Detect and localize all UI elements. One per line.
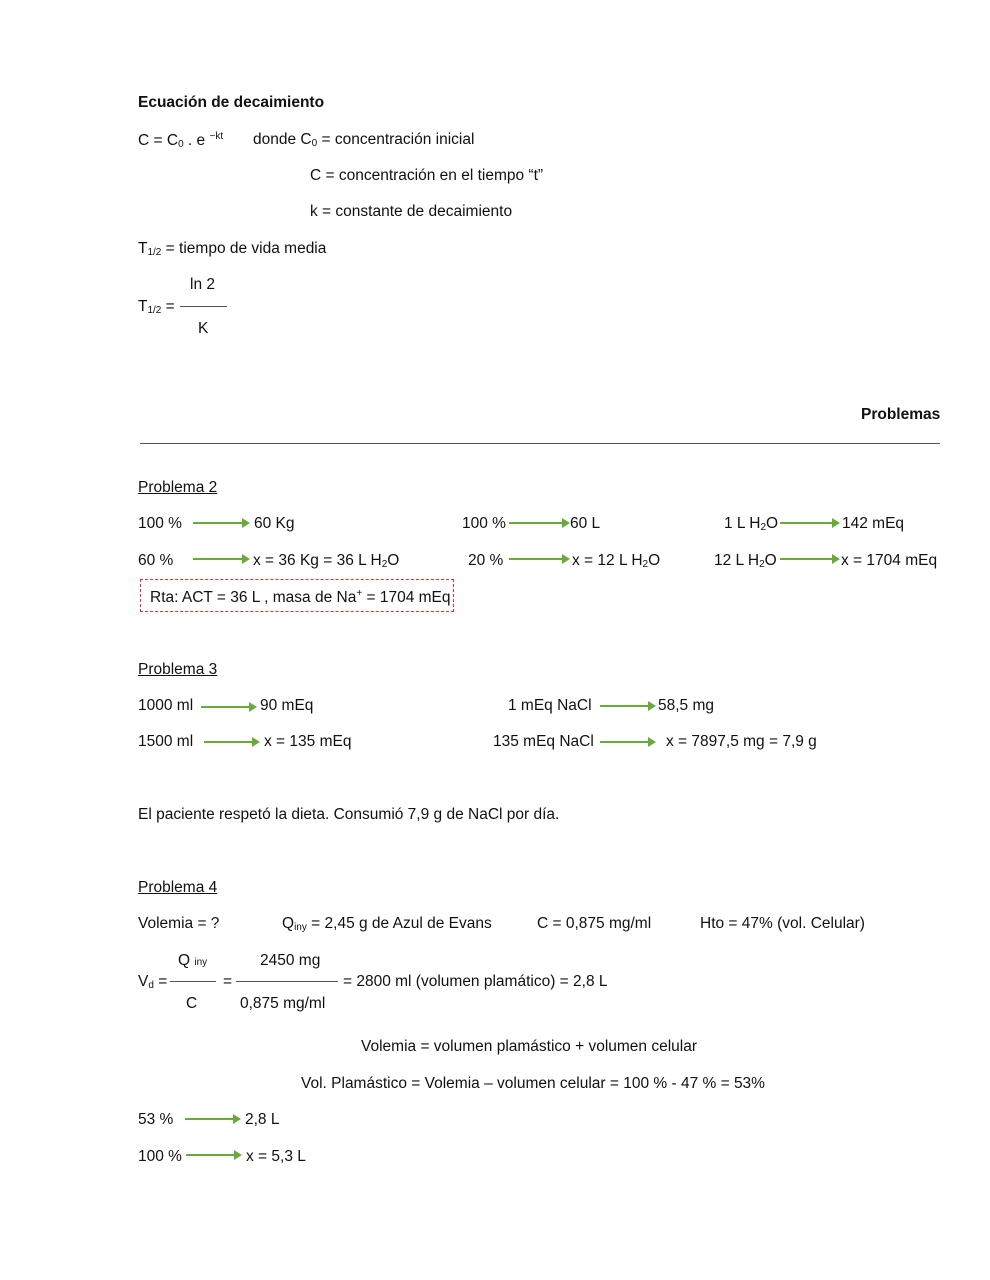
c-definition: C = concentración en el tiempo “t”	[310, 167, 544, 184]
p2-r1c6: 142 mEq	[842, 515, 905, 532]
arrow-icon	[509, 558, 564, 560]
p4-line2: Vol. Plamástico = Volemia – volumen celular = 100 % - 47 % = 53%	[301, 1075, 765, 1092]
problem-4-title: Problema 4	[138, 879, 218, 896]
p4-equals: =	[223, 973, 233, 990]
arrow-icon	[780, 522, 834, 524]
half-life-numerator: ln 2	[190, 276, 215, 293]
arrow-icon	[509, 522, 564, 524]
p4-hematocrit: Hto = 47% (vol. Celular)	[700, 915, 865, 932]
p2-r1c2: 60 Kg	[254, 515, 295, 532]
arrow-icon	[600, 741, 650, 743]
p4-r2c1: 100 %	[138, 1148, 182, 1165]
p4-result: = 2800 ml (volumen plamático) = 2,8 L	[343, 973, 608, 990]
problem-2-title: Problema 2	[138, 479, 218, 496]
arrow-icon	[193, 522, 244, 524]
k-definition: k = constante de decaimiento	[310, 203, 513, 220]
p2-r1c1: 100 %	[138, 515, 182, 532]
arrow-icon	[201, 706, 251, 708]
p4-r1c2: 2,8 L	[245, 1111, 280, 1128]
p4-concentration: C = 0,875 mg/ml	[537, 915, 652, 932]
p4-r2c2: x = 5,3 L	[246, 1148, 306, 1165]
arrow-icon	[185, 1118, 235, 1120]
p2-r1c4: 60 L	[570, 515, 601, 532]
p4-num1: Q iny	[178, 952, 208, 969]
problems-heading: Problemas	[861, 406, 941, 423]
p3-conclusion: El paciente respetó la dieta. Consumió 7,9 g de NaCl por día.	[138, 806, 560, 823]
p4-vd: $V_d$ =	[138, 973, 168, 991]
p3-r2c3: 135 mEq NaCl	[493, 733, 594, 750]
p4-q-injected: $Q_{iny} = 2,45$ g de Azul de Evans	[282, 915, 492, 933]
p4-den1: C	[186, 995, 198, 1012]
decay-title: Ecuación de decaimiento	[138, 94, 325, 111]
problem-3-title: Problema 3	[138, 661, 218, 678]
p4-den2: 0,875 mg/ml	[240, 995, 326, 1012]
p3-r1c3: 1 mEq NaCl	[508, 697, 592, 714]
p2-r2c1: 60 %	[138, 552, 174, 569]
p2-r2c3: 20 %	[468, 552, 504, 569]
p3-r2c2: x = 135 mEq	[264, 733, 352, 750]
p4-line1: Volemia = volumen plamástico + volumen celular	[361, 1038, 698, 1055]
section-divider	[140, 443, 940, 444]
arrow-icon	[204, 741, 254, 743]
p3-r2c1: 1500 ml	[138, 733, 194, 750]
p3-r2c4: x = 7897,5 mg = 7,9 g	[666, 733, 817, 750]
half-life-definition: $T_{1/2}$ = tiempo de vida media	[138, 240, 327, 258]
p2-r2c2: x = 36 Kg = 36 L $H_2O$	[253, 552, 400, 570]
arrow-icon	[600, 705, 650, 707]
p4-r1c1: 53 %	[138, 1111, 174, 1128]
p2-r1c5: 1 L $H_2O$	[724, 515, 779, 533]
arrow-icon	[780, 558, 834, 560]
arrow-icon	[193, 558, 244, 560]
p3-r1c2: 90 mEq	[260, 697, 314, 714]
p2-r2c4: x = 12 L $H_2O$	[572, 552, 661, 570]
decay-equation: $C = C_0$ . e $^{-kt}$	[138, 131, 224, 150]
p4-volemia-question: Volemia = ?	[138, 915, 220, 932]
donde-definition: donde $C_0$ = concentración inicial	[253, 131, 475, 149]
p4-fraction-line-2	[236, 981, 338, 982]
p2-r2c5: 12 L $H_2O$	[714, 552, 777, 570]
arrow-icon	[186, 1154, 236, 1156]
p2-r2c6: x = 1704 mEq	[841, 552, 938, 569]
p4-fraction-line-1	[170, 981, 216, 982]
p3-r1c1: 1000 ml	[138, 697, 194, 714]
half-life-lhs: $T_{1/2}$ =	[138, 298, 175, 316]
p2-r1c3: 100 %	[462, 515, 506, 532]
p3-r1c4: 58,5 mg	[658, 697, 715, 714]
half-life-fraction-line	[180, 306, 227, 307]
p2-answer: Rta: ACT = 36 L , masa de Na+ = 1704 mEq	[150, 588, 451, 606]
half-life-denominator: K	[198, 320, 209, 337]
p4-num2: 2450 mg	[260, 952, 321, 969]
